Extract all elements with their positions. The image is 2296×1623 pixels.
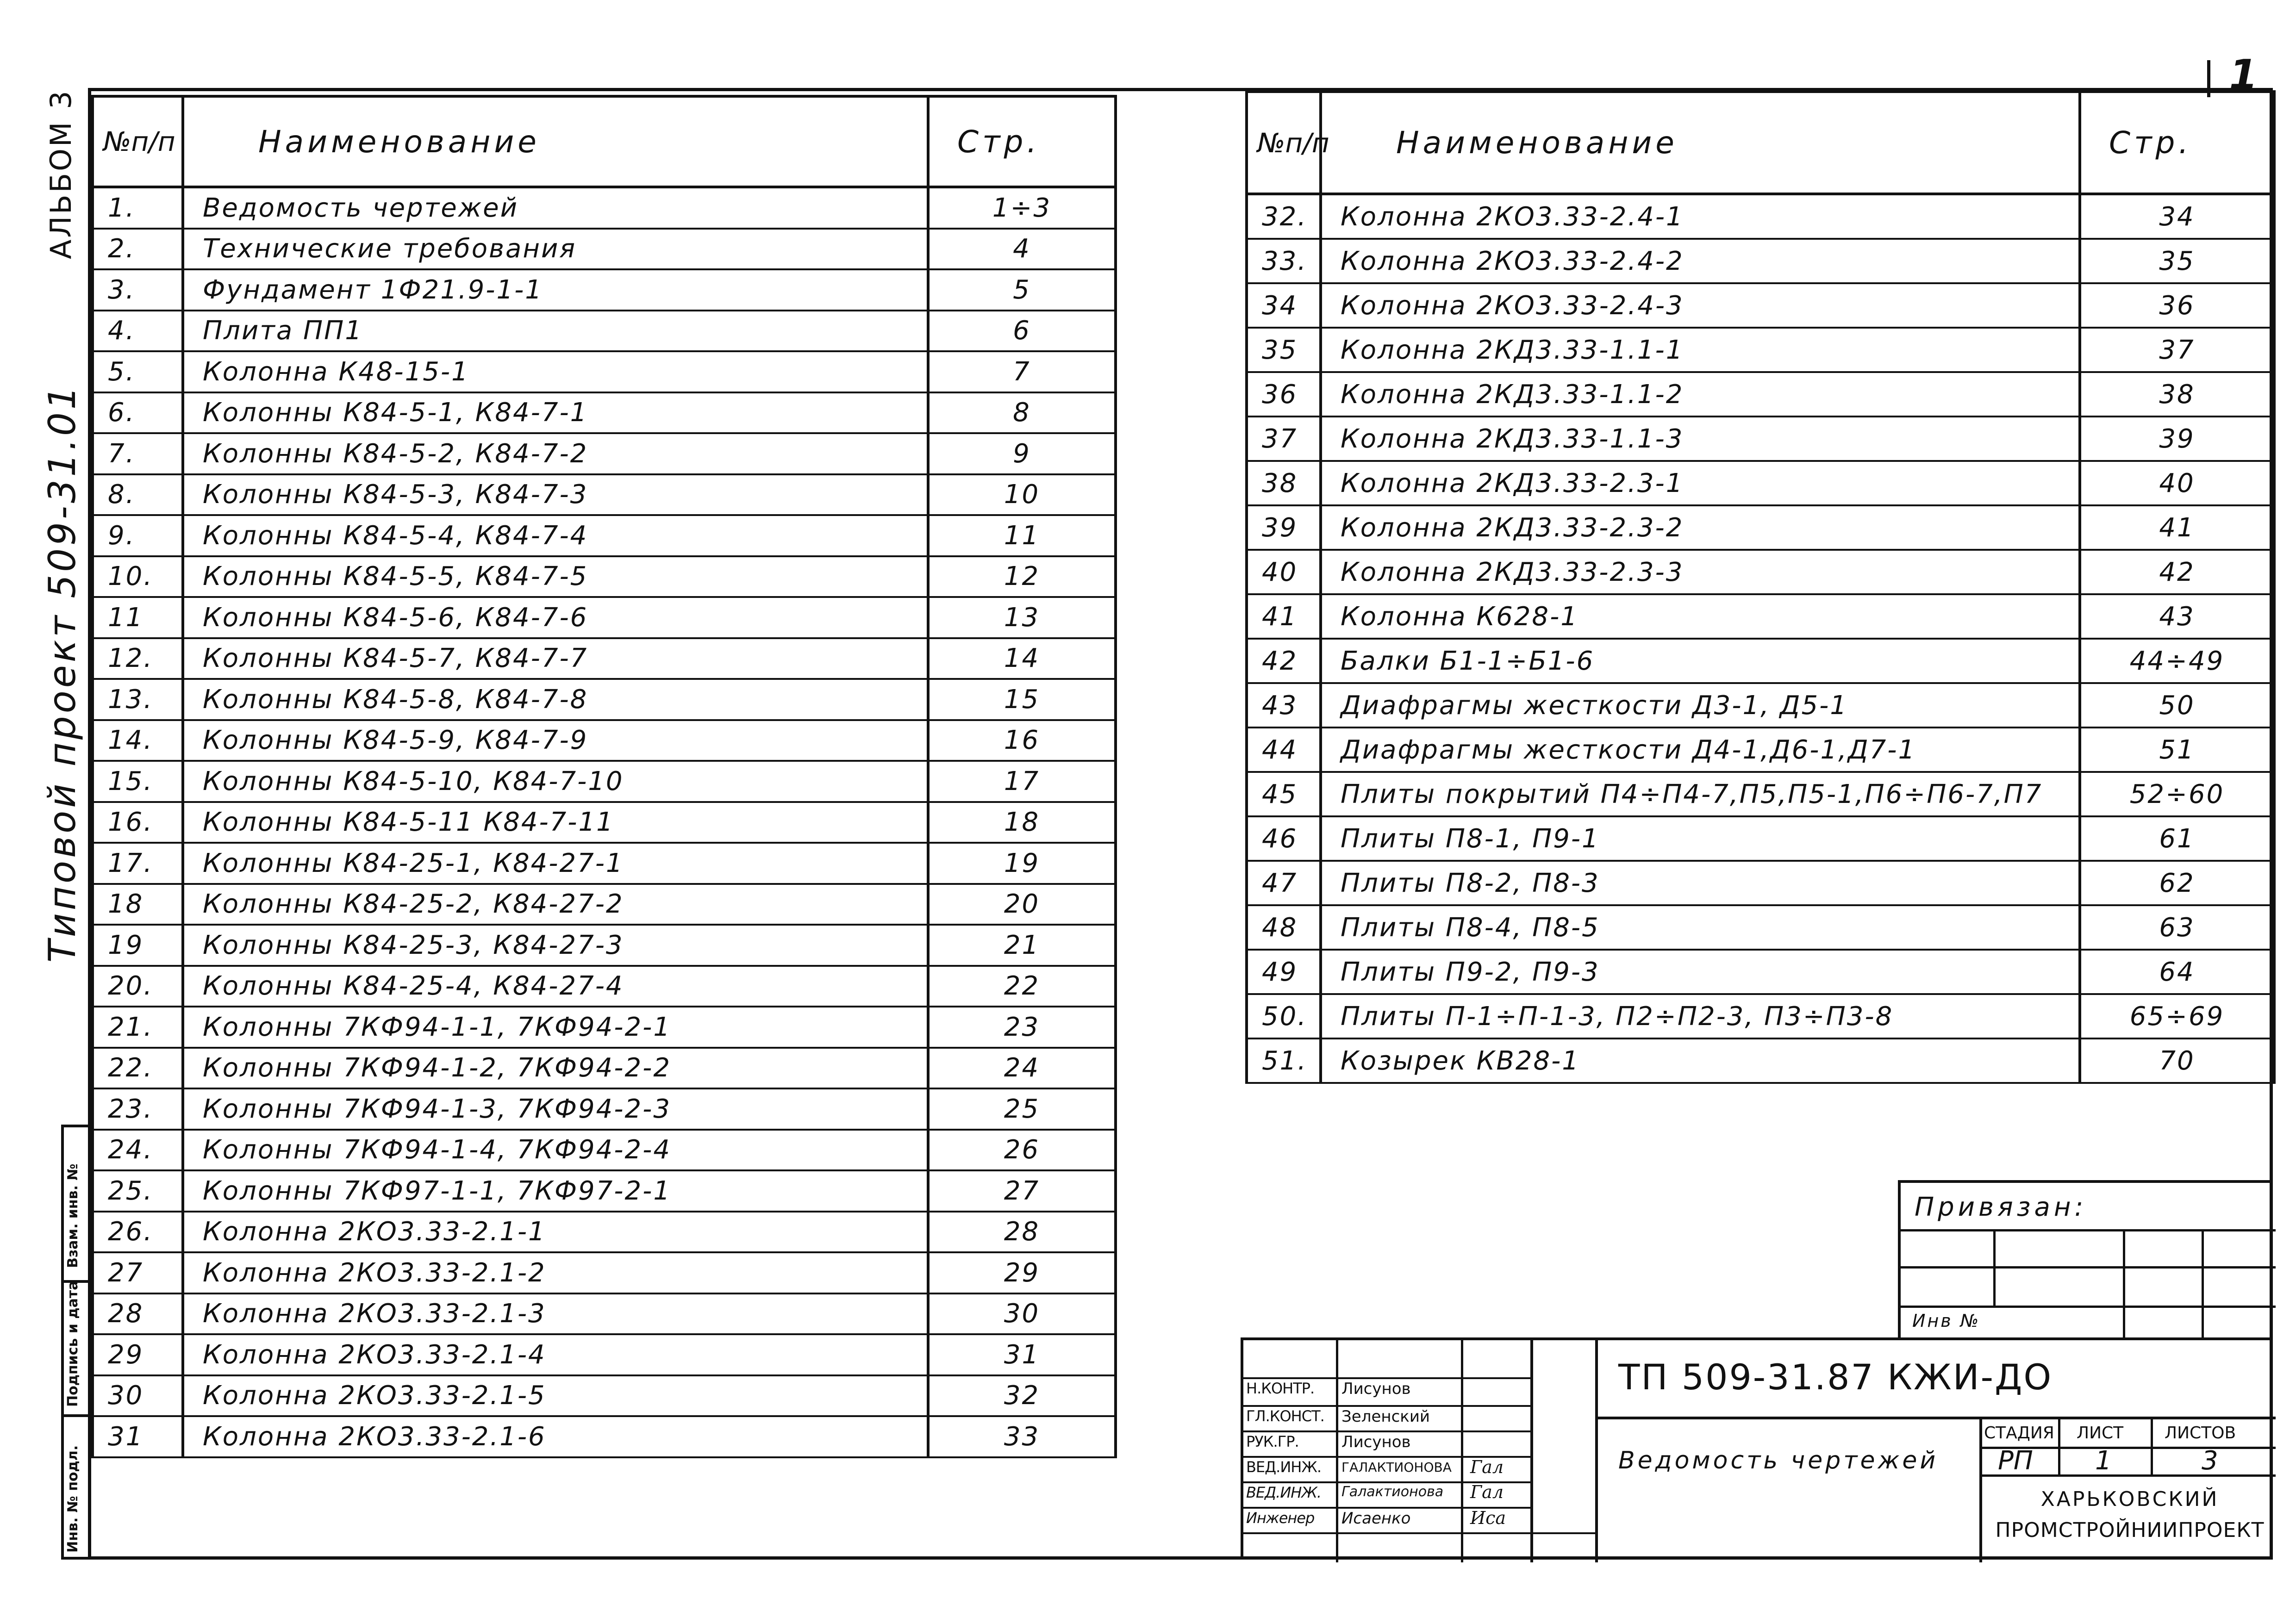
row-name: Колонны К84-5-1, К84-7-1 <box>183 392 928 434</box>
table-row <box>93 1252 1116 1293</box>
row-name: Колонны К84-5-7, К84-7-7 <box>183 638 928 679</box>
row-number: 3. <box>93 269 183 311</box>
table-row <box>93 925 1116 966</box>
table-row <box>1247 283 2274 328</box>
row-number: 47 <box>1247 861 1321 905</box>
row-page: 6 <box>928 311 1116 352</box>
sheet-value: 1 <box>2095 1446 2112 1476</box>
tb-signature: Иса <box>1470 1508 1506 1528</box>
row-page: 34 <box>2080 194 2274 239</box>
row-page: 15 <box>928 679 1116 720</box>
row-number: 39 <box>1247 505 1321 550</box>
binding-line <box>1993 1229 1996 1308</box>
table-header <box>1247 92 2274 194</box>
row-name: Колонна 2КО3.33-2.4-1 <box>1321 194 2080 239</box>
row-number: 48 <box>1247 905 1321 950</box>
row-number: 33. <box>1247 239 1321 283</box>
row-name: Колонна 2КО3.33-2.1-5 <box>183 1375 928 1417</box>
row-page: 28 <box>928 1212 1116 1253</box>
table-row <box>1247 994 2274 1038</box>
table-row <box>1247 1038 2274 1083</box>
table-row <box>93 1212 1116 1253</box>
sheet-label: ЛИСТ <box>2077 1424 2124 1443</box>
row-page: 40 <box>2080 461 2274 505</box>
table-row <box>93 515 1116 556</box>
tb-role: Н.КОНТР. <box>1246 1380 1315 1397</box>
drawings-list-right <box>1245 90 2276 1084</box>
row-number: 42 <box>1247 639 1321 683</box>
row-page: 24 <box>928 1048 1116 1089</box>
table-row <box>93 351 1116 392</box>
table-row <box>93 884 1116 925</box>
row-number: 40 <box>1247 550 1321 594</box>
organization-line-1: ХАРЬКОВСКИЙ <box>2040 1487 2219 1511</box>
row-number: 41 <box>1247 594 1321 639</box>
row-number: 30 <box>93 1375 183 1417</box>
row-name: Балки Б1-1÷Б1-6 <box>1321 639 2080 683</box>
row-page: 42 <box>2080 550 2274 594</box>
table-row <box>1247 905 2274 950</box>
table-header <box>93 96 1116 187</box>
row-page: 33 <box>928 1416 1116 1457</box>
tb-line <box>2151 1417 2153 1477</box>
row-number: 10. <box>93 556 183 597</box>
tb-role: Инженер <box>1246 1509 1315 1527</box>
project-code-vertical: Типовой проект 509-31.01 <box>41 383 84 963</box>
sheet-number: 1 <box>2229 51 2258 99</box>
row-page: 39 <box>2080 417 2274 461</box>
table-row <box>1247 505 2274 550</box>
row-number: 28 <box>93 1293 183 1335</box>
row-name: Колонна 2КО3.33-2.4-3 <box>1321 283 2080 328</box>
row-name: Плиты П-1÷П-1-3, П2÷П2-3, П3÷П3-8 <box>1321 994 2080 1038</box>
table-row <box>1247 372 2274 417</box>
table-row <box>93 802 1116 843</box>
row-name: Плиты П8-1, П9-1 <box>1321 816 2080 861</box>
row-number: 37 <box>1247 417 1321 461</box>
tb-line <box>1979 1417 1982 1562</box>
row-name: Колонны К84-25-2, К84-27-2 <box>183 884 928 925</box>
row-name: Диафрагмы жесткости Д3-1, Д5-1 <box>1321 683 2080 728</box>
row-number: 20. <box>93 966 183 1007</box>
row-page: 10 <box>928 474 1116 516</box>
row-number: 29 <box>93 1334 183 1375</box>
row-name: Технические требования <box>183 229 928 270</box>
row-name: Фундамент 1Ф21.9-1-1 <box>183 269 928 311</box>
row-page: 61 <box>2080 816 2274 861</box>
tb-line <box>1243 1377 1533 1379</box>
row-name: Колонны 7КФ97-1-1, 7КФ97-2-1 <box>183 1170 928 1212</box>
row-name: Колонны 7КФ94-1-1, 7КФ94-2-1 <box>183 1007 928 1048</box>
table-row <box>93 187 1116 229</box>
row-number: 44 <box>1247 728 1321 772</box>
row-number: 24. <box>93 1130 183 1171</box>
row-number: 19 <box>93 925 183 966</box>
row-name: Колонна 2КО3.33-2.1-1 <box>183 1212 928 1253</box>
row-name: Колонна 2КО3.33-2.1-2 <box>183 1252 928 1293</box>
binding-line <box>2123 1229 2125 1340</box>
row-page: 36 <box>2080 283 2274 328</box>
table-row <box>93 556 1116 597</box>
row-name: Колонна К48-15-1 <box>183 351 928 392</box>
row-name: Колонны 7КФ94-1-4, 7КФ94-2-4 <box>183 1130 928 1171</box>
row-page: 17 <box>928 761 1116 802</box>
row-page: 13 <box>928 597 1116 638</box>
row-page: 20 <box>928 884 1116 925</box>
row-page: 35 <box>2080 239 2274 283</box>
stage-label: СТАДИЯ <box>1984 1424 2054 1443</box>
table-row <box>1247 728 2274 772</box>
row-page: 65÷69 <box>2080 994 2274 1038</box>
strip-label-signature: Подпись и дата <box>65 1281 81 1407</box>
header-num: №п/п <box>1247 92 1321 194</box>
title-block <box>1241 1337 2273 1560</box>
tb-line <box>2058 1417 2060 1477</box>
row-number: 43 <box>1247 683 1321 728</box>
row-name: Колонна К628-1 <box>1321 594 2080 639</box>
row-name: Колонна 2КО3.33-2.4-2 <box>1321 239 2080 283</box>
row-page: 38 <box>2080 372 2274 417</box>
row-name: Диафрагмы жесткости Д4-1,Д6-1,Д7-1 <box>1321 728 2080 772</box>
tb-line <box>1595 1417 2276 1419</box>
strip-divider <box>64 1414 88 1417</box>
tb-person: ГАЛАКТИОНОВА <box>1341 1460 1452 1475</box>
row-name: Колонны К84-5-6, К84-7-6 <box>183 597 928 638</box>
table-row <box>1247 239 2274 283</box>
row-page: 25 <box>928 1088 1116 1130</box>
row-number: 45 <box>1247 772 1321 816</box>
row-number: 51. <box>1247 1038 1321 1083</box>
row-number: 26. <box>93 1212 183 1253</box>
row-number: 2. <box>93 229 183 270</box>
tb-person: Галактионова <box>1341 1484 1444 1500</box>
table-row <box>93 433 1116 474</box>
row-name: Колонна 2КО3.33-2.1-6 <box>183 1416 928 1457</box>
row-page: 18 <box>928 802 1116 843</box>
row-number: 8. <box>93 474 183 516</box>
binding-block <box>1898 1180 2273 1337</box>
table-row <box>93 1007 1116 1048</box>
row-page: 64 <box>2080 950 2274 994</box>
row-page: 27 <box>928 1170 1116 1212</box>
table-row <box>1247 417 2274 461</box>
binding-inv-label: Инв № <box>1912 1311 1981 1331</box>
row-name: Колонны К84-25-3, К84-27-3 <box>183 925 928 966</box>
row-name: Плиты П9-2, П9-3 <box>1321 950 2080 994</box>
row-page: 11 <box>928 515 1116 556</box>
document-title: Ведомость чертежей <box>1618 1447 1939 1474</box>
row-page: 5 <box>928 269 1116 311</box>
binding-line <box>2202 1229 2204 1340</box>
row-number: 14. <box>93 720 183 761</box>
row-page: 9 <box>928 433 1116 474</box>
row-name: Колонны К84-5-2, К84-7-2 <box>183 433 928 474</box>
header-num: №п/п <box>93 96 183 187</box>
row-number: 25. <box>93 1170 183 1212</box>
table-row <box>1247 461 2274 505</box>
row-number: 27 <box>93 1252 183 1293</box>
row-name: Колонны К84-25-1, К84-27-1 <box>183 843 928 884</box>
binding-line <box>1901 1229 2276 1231</box>
row-number: 46 <box>1247 816 1321 861</box>
tb-line <box>1243 1532 1598 1534</box>
table-row <box>1247 194 2274 239</box>
row-page: 50 <box>2080 683 2274 728</box>
table-row <box>1247 683 2274 728</box>
tb-line <box>1243 1430 1533 1432</box>
row-name: Плиты покрытий П4÷П4-7,П5,П5-1,П6÷П6-7,П7 <box>1321 772 2080 816</box>
row-page: 44÷49 <box>2080 639 2274 683</box>
table-row <box>93 1048 1116 1089</box>
row-name: Колонны К84-5-5, К84-7-5 <box>183 556 928 597</box>
row-name: Колонна 2КО3.33-2.1-4 <box>183 1334 928 1375</box>
table-row <box>93 843 1116 884</box>
tb-signature: Гал <box>1470 1457 1504 1477</box>
document-code: ТП 509-31.87 КЖИ-ДО <box>1618 1356 2053 1398</box>
row-name: Колонны 7КФ94-1-2, 7КФ94-2-2 <box>183 1048 928 1089</box>
row-page: 1÷3 <box>928 187 1116 229</box>
row-name: Колонны К84-5-11 К84-7-11 <box>183 802 928 843</box>
table-row <box>93 269 1116 311</box>
row-page: 7 <box>928 351 1116 392</box>
row-page: 70 <box>2080 1038 2274 1083</box>
row-page: 19 <box>928 843 1116 884</box>
row-page: 31 <box>928 1334 1116 1375</box>
row-page: 30 <box>928 1293 1116 1335</box>
table-row <box>93 1375 1116 1417</box>
table-row <box>1247 950 2274 994</box>
table-row <box>93 229 1116 270</box>
row-page: 22 <box>928 966 1116 1007</box>
tb-line <box>1461 1340 1463 1562</box>
row-page: 8 <box>928 392 1116 434</box>
row-page: 21 <box>928 925 1116 966</box>
tb-person: Лисунов <box>1341 1380 1411 1398</box>
row-name: Колонны К84-5-8, К84-7-8 <box>183 679 928 720</box>
row-page: 62 <box>2080 861 2274 905</box>
row-number: 4. <box>93 311 183 352</box>
table-row <box>93 392 1116 434</box>
row-number: 50. <box>1247 994 1321 1038</box>
row-name: Колонна 2КД3.33-2.3-1 <box>1321 461 2080 505</box>
row-page: 51 <box>2080 728 2274 772</box>
row-number: 1. <box>93 187 183 229</box>
table-row <box>93 638 1116 679</box>
stage-value: РП <box>1998 1446 2033 1476</box>
table-row <box>93 1334 1116 1375</box>
table-row <box>93 597 1116 638</box>
table-row <box>93 966 1116 1007</box>
row-page: 4 <box>928 229 1116 270</box>
row-name: Козырек КВ28-1 <box>1321 1038 2080 1083</box>
tb-line <box>1530 1340 1533 1562</box>
row-name: Колонна 2КД3.33-1.1-3 <box>1321 417 2080 461</box>
sheets-value: 3 <box>2202 1446 2218 1476</box>
row-name: Колонна 2КД3.33-1.1-1 <box>1321 328 2080 372</box>
row-name: Плиты П8-2, П8-3 <box>1321 861 2080 905</box>
album-label: АЛЬБОМ 3 <box>44 89 78 259</box>
row-number: 36 <box>1247 372 1321 417</box>
sheets-label: ЛИСТОВ <box>2165 1424 2236 1443</box>
tb-person: Зеленский <box>1341 1407 1430 1426</box>
tb-role: ВЕД.ИНЖ. <box>1246 1458 1321 1476</box>
table-row <box>1247 550 2274 594</box>
tb-role: ГЛ.КОНСТ. <box>1246 1407 1324 1425</box>
tb-person: Лисунов <box>1341 1433 1411 1451</box>
row-name: Колонна 2КО3.33-2.1-3 <box>183 1293 928 1335</box>
row-number: 32. <box>1247 194 1321 239</box>
table-row <box>93 1416 1116 1457</box>
row-number: 7. <box>93 433 183 474</box>
row-number: 9. <box>93 515 183 556</box>
row-name: Колонна 2КД3.33-1.1-2 <box>1321 372 2080 417</box>
row-page: 26 <box>928 1130 1116 1171</box>
row-number: 22. <box>93 1048 183 1089</box>
table-row <box>1247 861 2274 905</box>
row-page: 12 <box>928 556 1116 597</box>
table-row <box>93 474 1116 516</box>
table-row <box>1247 328 2274 372</box>
table-row <box>1247 816 2274 861</box>
tb-line <box>1243 1405 1533 1407</box>
row-number: 31 <box>93 1416 183 1457</box>
table-row <box>1247 772 2274 816</box>
table-row <box>93 311 1116 352</box>
row-page: 32 <box>928 1375 1116 1417</box>
row-number: 21. <box>93 1007 183 1048</box>
row-page: 37 <box>2080 328 2274 372</box>
row-number: 12. <box>93 638 183 679</box>
binding-title: Привязан: <box>1915 1192 2087 1222</box>
row-number: 23. <box>93 1088 183 1130</box>
table-row <box>1247 594 2274 639</box>
row-page: 14 <box>928 638 1116 679</box>
row-number: 49 <box>1247 950 1321 994</box>
tb-role: ВЕД.ИНЖ. <box>1246 1484 1321 1501</box>
row-name: Колонны 7КФ94-1-3, 7КФ94-2-3 <box>183 1088 928 1130</box>
row-page: 52÷60 <box>2080 772 2274 816</box>
strip-label-inv: Инв. № подл. <box>65 1445 81 1553</box>
table-row <box>93 1088 1116 1130</box>
row-name: Колонны К84-25-4, К84-27-4 <box>183 966 928 1007</box>
row-name: Плиты П8-4, П8-5 <box>1321 905 2080 950</box>
row-name: Плита ПП1 <box>183 311 928 352</box>
row-name: Колонны К84-5-4, К84-7-4 <box>183 515 928 556</box>
row-number: 13. <box>93 679 183 720</box>
drawings-list-left <box>91 95 1117 1458</box>
table-row <box>93 761 1116 802</box>
row-number: 17. <box>93 843 183 884</box>
header-page: Стр. <box>2080 92 2274 194</box>
row-number: 15. <box>93 761 183 802</box>
row-name: Колонна 2КД3.33-2.3-2 <box>1321 505 2080 550</box>
row-number: 11 <box>93 597 183 638</box>
row-name: Колонны К84-5-3, К84-7-3 <box>183 474 928 516</box>
table-row <box>93 1170 1116 1212</box>
row-number: 16. <box>93 802 183 843</box>
row-page: 41 <box>2080 505 2274 550</box>
table-row <box>93 679 1116 720</box>
row-name: Колонны К84-5-9, К84-7-9 <box>183 720 928 761</box>
tb-line <box>1595 1340 1598 1562</box>
row-number: 35 <box>1247 328 1321 372</box>
header-name: Наименование <box>183 96 928 187</box>
binding-line <box>1901 1306 2276 1308</box>
row-name: Колонна 2КД3.33-2.3-3 <box>1321 550 2080 594</box>
row-name: Ведомость чертежей <box>183 187 928 229</box>
tb-line <box>1336 1340 1338 1562</box>
organization-line-2: ПРОМСТРОЙНИИПРОЕКТ <box>1995 1518 2265 1542</box>
table-row <box>1247 639 2274 683</box>
row-page: 63 <box>2080 905 2274 950</box>
tb-person: Исаенко <box>1341 1509 1411 1528</box>
binding-line <box>1901 1266 2276 1269</box>
row-number: 5. <box>93 351 183 392</box>
row-number: 38 <box>1247 461 1321 505</box>
tb-signature: Гал <box>1470 1482 1504 1502</box>
row-number: 18 <box>93 884 183 925</box>
row-name: Колонны К84-5-10, К84-7-10 <box>183 761 928 802</box>
strip-label-replace: Взам. инв. № <box>65 1163 81 1268</box>
tb-role: РУК.ГР. <box>1246 1433 1299 1450</box>
row-page: 16 <box>928 720 1116 761</box>
row-number: 6. <box>93 392 183 434</box>
row-page: 43 <box>2080 594 2274 639</box>
table-row <box>93 720 1116 761</box>
row-page: 29 <box>928 1252 1116 1293</box>
header-name: Наименование <box>1321 92 2080 194</box>
row-page: 23 <box>928 1007 1116 1048</box>
table-row <box>93 1293 1116 1335</box>
header-page: Стр. <box>928 96 1116 187</box>
table-row <box>93 1130 1116 1171</box>
row-number: 34 <box>1247 283 1321 328</box>
